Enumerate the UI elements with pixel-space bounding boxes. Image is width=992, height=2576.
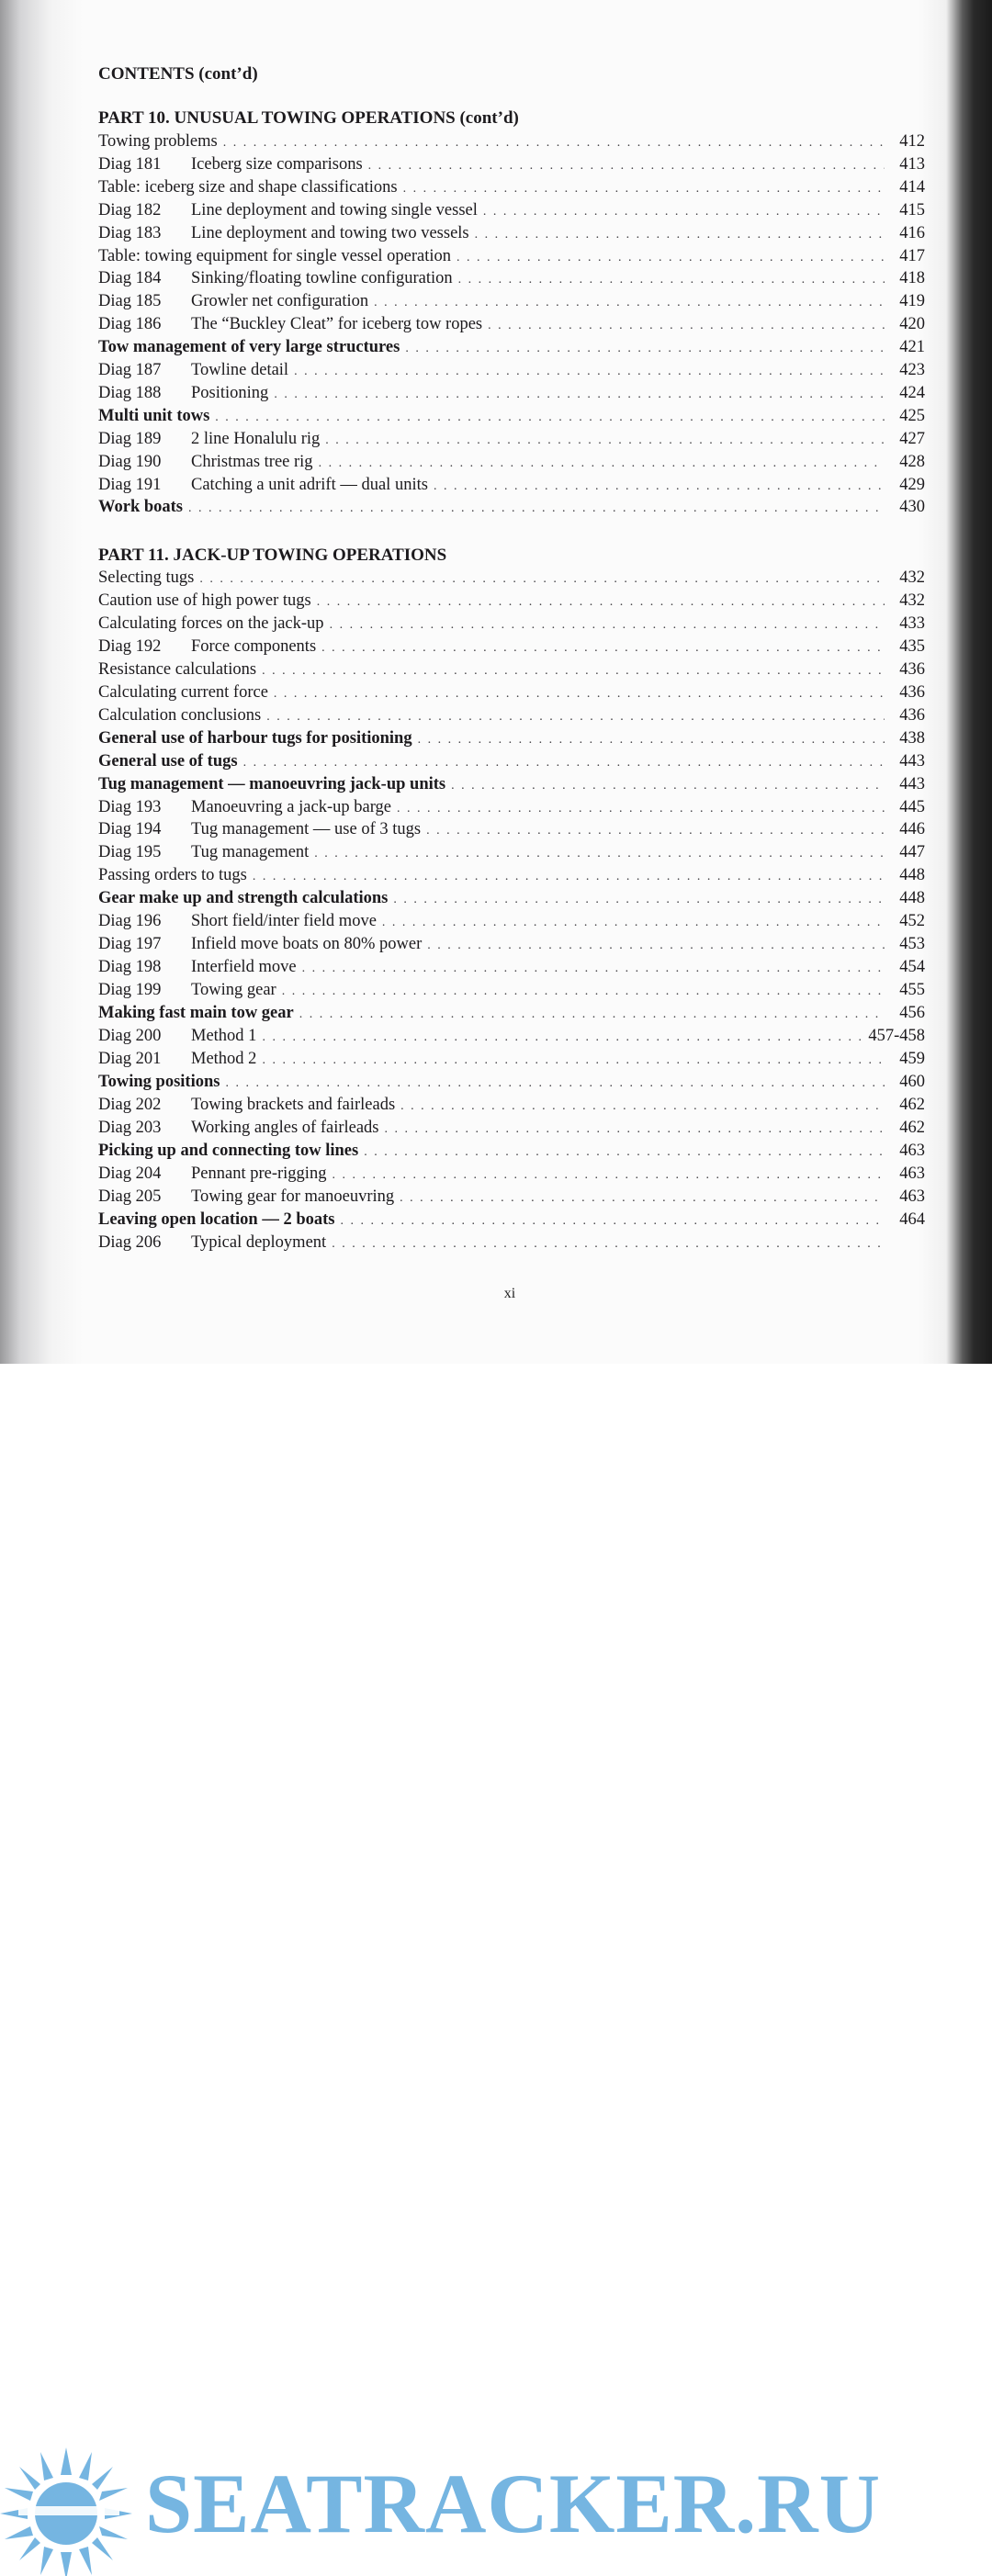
toc-entry-label: Resistance calculations — [98, 659, 257, 679]
toc-entry — [98, 1004, 925, 1027]
toc-entry-diag: Diag 202 — [98, 1095, 162, 1114]
toc-entry-label: Manoeuvring a jack-up barge — [191, 797, 391, 816]
toc-entry — [98, 384, 925, 407]
toc-entry-label: Infield move boats on 80% power — [191, 935, 423, 954]
toc-entry-diag: Diag 201 — [98, 1049, 162, 1068]
toc-entry-diag: Diag 205 — [98, 1187, 162, 1206]
toc-entry-page: 428 — [899, 452, 925, 471]
toc-entry-label: Calculation conclusions — [98, 705, 262, 725]
toc-entry-label: Method 2 — [191, 1049, 257, 1068]
toc-entry-label: Caution use of high power tugs — [98, 591, 311, 610]
toc-entry-label: Typical deployment — [191, 1232, 327, 1252]
toc-entry-label: Calculating current force — [98, 682, 268, 702]
toc-entry-diag: Diag 200 — [98, 1027, 162, 1045]
toc-entry — [98, 361, 925, 384]
toc-entry-label: Towing positions — [98, 1072, 220, 1091]
dot-leader — [317, 595, 885, 610]
toc-entry-page: 443 — [899, 774, 925, 793]
toc-entry-page: 438 — [899, 728, 925, 748]
toc-entry-page: 425 — [899, 406, 925, 425]
toc-entry-diag: Diag 198 — [98, 958, 162, 977]
toc-entry-label: Towing gear for manoeuvring — [191, 1187, 395, 1206]
toc-entry-diag: Diag 199 — [98, 981, 162, 1000]
watermark-text: SEATRACKER.RU — [145, 2457, 882, 2550]
toc-entry-diag: Diag 181 — [98, 154, 162, 174]
toc-entry-label: Interfield move — [191, 958, 297, 977]
toc-entry-label: Tug management — use of 3 tugs — [191, 820, 422, 839]
dot-leader — [299, 1007, 885, 1022]
toc-entry-label: Calculating forces on the jack-up — [98, 613, 324, 633]
toc-entry — [98, 338, 925, 361]
toc-entry-page: 423 — [899, 361, 925, 379]
toc-entry-label: Working angles of fairleads — [191, 1118, 379, 1137]
toc-entry-page: 412 — [899, 132, 925, 151]
toc-entry — [98, 591, 925, 614]
dot-leader — [457, 251, 885, 265]
toc-entry-diag: Diag 183 — [98, 223, 162, 242]
toc-entry — [98, 155, 925, 178]
toc-entry — [98, 935, 925, 958]
toc-entry-label: Sinking/floating towline configuration — [191, 269, 453, 288]
toc-entry-label: Work boats — [98, 498, 184, 517]
dot-leader — [393, 893, 885, 907]
toc-entry-diag: Diag 192 — [98, 636, 162, 656]
toc-entry — [98, 752, 925, 775]
dot-leader — [368, 159, 885, 174]
toc-entry-page: 456 — [899, 1004, 925, 1023]
toc-entry-page: 463 — [899, 1164, 925, 1183]
toc-entry — [98, 1187, 925, 1210]
toc-entry-page: 415 — [899, 200, 925, 219]
toc-entry-page: 436 — [899, 659, 925, 679]
toc-entry-label: Towing gear — [191, 981, 276, 1000]
toc-entry-label: Table: iceberg size and shape classifications — [98, 177, 398, 197]
toc-entry — [98, 568, 925, 591]
toc-entry — [98, 1119, 925, 1142]
dot-leader — [188, 501, 885, 516]
toc-entry-page: 463 — [899, 1141, 925, 1160]
toc-entry-label: General use of tugs — [98, 751, 238, 771]
toc-entry — [98, 683, 925, 706]
toc-entry-label: Multi unit tows — [98, 406, 210, 425]
dot-leader — [215, 411, 885, 425]
toc-entry-diag: Diag 203 — [98, 1118, 162, 1137]
toc-entry-diag: Diag 184 — [98, 269, 162, 288]
dot-leader — [332, 1168, 885, 1183]
toc-entry — [98, 498, 925, 521]
toc-entry — [98, 866, 925, 889]
dot-leader — [364, 1145, 885, 1160]
dot-leader — [434, 479, 885, 494]
toc-entry — [98, 132, 925, 155]
dot-leader — [400, 1099, 885, 1114]
toc-entry-page: 454 — [899, 958, 925, 977]
toc-entry-label: Line deployment and towing single vessel — [191, 200, 478, 219]
toc-entry — [98, 247, 925, 270]
dot-leader — [451, 779, 885, 793]
toc-entry-page: 447 — [899, 843, 925, 862]
toc-entry-diag: Diag 188 — [98, 383, 162, 402]
toc-entry-page: 413 — [899, 154, 925, 174]
toc-entry-label: Catching a unit adrift — dual units — [191, 475, 428, 494]
toc-entry-label: Tug management — manoeuvring jack-up units — [98, 774, 446, 793]
dot-leader — [385, 1122, 885, 1137]
toc-entry-label: Line deployment and towing two vessels — [191, 223, 469, 242]
toc-entry-page: 432 — [899, 591, 925, 610]
toc-entry — [98, 729, 925, 752]
toc-entry — [98, 224, 925, 247]
dot-leader — [294, 365, 885, 379]
contents-title: CONTENTS (cont’d) — [98, 64, 258, 84]
dot-leader — [405, 342, 885, 356]
toc-entry-page: 429 — [899, 475, 925, 494]
toc-entry-page: 459 — [899, 1049, 925, 1068]
toc-entry — [98, 1073, 925, 1096]
dot-leader — [274, 388, 885, 402]
toc-entry — [98, 889, 925, 912]
toc-entry-label: Christmas tree rig — [191, 452, 313, 471]
dot-leader — [319, 456, 885, 471]
toc-entry — [98, 201, 925, 224]
dot-leader — [266, 710, 885, 725]
dot-leader — [458, 273, 885, 287]
dot-leader — [262, 1030, 861, 1045]
toc-entry-page: 463 — [899, 1187, 925, 1206]
dot-leader — [243, 756, 885, 771]
dot-leader — [262, 1053, 885, 1068]
toc-entry-label: Growler net configuration — [191, 292, 369, 311]
dot-leader — [382, 916, 885, 930]
dot-leader — [488, 319, 885, 333]
toc-entry — [98, 430, 925, 453]
toc-entry-diag: Diag 194 — [98, 820, 162, 839]
toc-entry-page: 462 — [899, 1118, 925, 1137]
toc-entry-label: Making fast main tow gear — [98, 1004, 294, 1023]
toc-entry-diag: Diag 185 — [98, 292, 162, 311]
toc-entry-label: Positioning — [191, 383, 269, 402]
dot-leader — [483, 205, 885, 219]
watermark — [0, 1221, 992, 2550]
toc-entry — [98, 1027, 925, 1050]
toc-entry — [98, 315, 925, 338]
dot-leader — [282, 984, 885, 999]
toc-entry-label: Iceberg size comparisons — [191, 154, 363, 174]
toc-entry-label: Towing brackets and fairleads — [191, 1095, 396, 1114]
toc-entry-page: 436 — [899, 682, 925, 702]
toc-entry — [98, 453, 925, 476]
toc-entry — [98, 843, 925, 866]
dot-leader — [223, 136, 885, 151]
toc-entry-page: 427 — [899, 429, 925, 448]
toc-entry-page: 420 — [899, 315, 925, 334]
toc-entry-page: 445 — [899, 797, 925, 816]
toc-entry-diag: Diag 189 — [98, 429, 162, 448]
toc-entry-label: Picking up and connecting tow lines — [98, 1141, 359, 1160]
toc-entry — [98, 660, 925, 683]
toc-entry-label: General use of harbour tugs for positioning — [98, 728, 412, 748]
toc-entry — [98, 820, 925, 843]
toc-entry-page: 452 — [899, 912, 925, 931]
dot-leader — [314, 847, 885, 861]
toc-entry-diag: Diag 193 — [98, 797, 162, 816]
toc-entry-page: 418 — [899, 269, 925, 288]
toc-entry-diag: Diag 186 — [98, 315, 162, 334]
dot-leader — [253, 870, 885, 884]
dot-leader — [418, 733, 885, 748]
toc-entry-page: 448 — [899, 889, 925, 908]
toc-entry-page: 424 — [899, 383, 925, 402]
page-number: xi — [503, 1286, 516, 1301]
toc-entry-diag: Diag 190 — [98, 452, 162, 471]
toc-entry-diag: Diag 182 — [98, 200, 162, 219]
dot-leader — [400, 1191, 885, 1206]
toc-entry — [98, 1142, 925, 1164]
toc-entry-diag: Diag 195 — [98, 843, 162, 862]
toc-entry-label: Towline detail — [191, 361, 289, 379]
dot-leader — [426, 824, 885, 838]
toc-entry — [98, 958, 925, 981]
toc-entry — [98, 1050, 925, 1073]
toc-entry — [98, 269, 925, 292]
toc-entry — [98, 407, 925, 430]
toc-entry-label: Passing orders to tugs — [98, 866, 247, 885]
dot-leader — [199, 572, 885, 587]
toc-entry-label: Tow management of very large structures — [98, 338, 400, 357]
toc-entry-page: 457-458 — [868, 1027, 925, 1045]
toc-entry-page: 446 — [899, 820, 925, 839]
sun-logo-icon — [0, 2447, 156, 2576]
toc-entry-label: Pennant pre-rigging — [191, 1164, 327, 1183]
dot-leader — [397, 802, 885, 816]
toc-entry-page: 462 — [899, 1095, 925, 1114]
toc-entry-label: The “Buckley Cleat” for iceberg tow ropes — [191, 315, 483, 334]
toc-entry-diag: Diag 206 — [98, 1232, 162, 1252]
toc-entry-page: 443 — [899, 751, 925, 771]
toc-entry — [98, 1096, 925, 1119]
toc-entry — [98, 614, 925, 637]
toc-entry-label: Leaving open location — 2 boats — [98, 1209, 335, 1229]
toc-entry-diag: Diag 204 — [98, 1164, 162, 1183]
toc-entry — [98, 178, 925, 201]
toc-entry-page: 430 — [899, 498, 925, 517]
dot-leader — [274, 687, 885, 702]
dot-leader — [330, 618, 885, 633]
dot-leader — [262, 664, 885, 679]
toc-entry-label: Table: towing equipment for single vessel operation — [98, 246, 452, 265]
toc-entry-page: 416 — [899, 223, 925, 242]
toc-entry-label: Method 1 — [191, 1027, 257, 1045]
dot-leader — [302, 962, 885, 976]
toc-entry — [98, 798, 925, 821]
toc-entry-page: 464 — [899, 1209, 925, 1229]
toc-entry-label: Towing problems — [98, 132, 218, 151]
toc-entry-page: 435 — [899, 636, 925, 656]
dot-leader — [321, 641, 885, 656]
toc-entry — [98, 706, 925, 729]
toc-entry-page: 453 — [899, 935, 925, 954]
toc-entry-diag: Diag 197 — [98, 935, 162, 954]
part10-heading: PART 10. UNUSUAL TOWING OPERATIONS (cont’d) — [98, 108, 519, 128]
toc-entry-page: 460 — [899, 1072, 925, 1091]
dot-leader — [325, 433, 885, 448]
toc-entry — [98, 292, 925, 315]
toc-entry-page: 417 — [899, 246, 925, 265]
toc-entry-page: 414 — [899, 177, 925, 197]
toc-entry-page: 448 — [899, 866, 925, 885]
toc-entry-page: 421 — [899, 338, 925, 357]
toc-entry — [98, 775, 925, 798]
toc-entry-label: Gear make up and strength calculations — [98, 889, 389, 908]
part11-heading: PART 11. JACK-UP TOWING OPERATIONS — [98, 546, 447, 565]
toc-entry-label: Tug management — [191, 843, 310, 862]
toc-entry-diag: Diag 191 — [98, 475, 162, 494]
toc-entry-label: Short field/inter field move — [191, 912, 377, 931]
dot-leader — [374, 296, 885, 310]
toc-entry — [98, 981, 925, 1004]
toc-entry — [98, 1164, 925, 1187]
toc-entry-page: 436 — [899, 705, 925, 725]
dot-leader — [225, 1076, 885, 1091]
dot-leader — [427, 939, 885, 953]
toc-entry-page: 455 — [899, 981, 925, 1000]
dot-leader — [475, 228, 885, 242]
toc-entry-page: 432 — [899, 568, 925, 587]
toc-entry-label: Selecting tugs — [98, 568, 195, 587]
toc-entry-label: Force components — [191, 636, 317, 656]
toc-entry — [98, 912, 925, 935]
toc-entry — [98, 476, 925, 499]
toc-entry — [98, 637, 925, 660]
toc-entry-diag: Diag 187 — [98, 361, 162, 379]
toc-entry-page: 433 — [899, 613, 925, 633]
dot-leader — [403, 182, 885, 197]
toc-entry-diag: Diag 196 — [98, 912, 162, 931]
toc-entry-page: 419 — [899, 292, 925, 311]
toc-entry-label: 2 line Honalulu rig — [191, 429, 321, 448]
